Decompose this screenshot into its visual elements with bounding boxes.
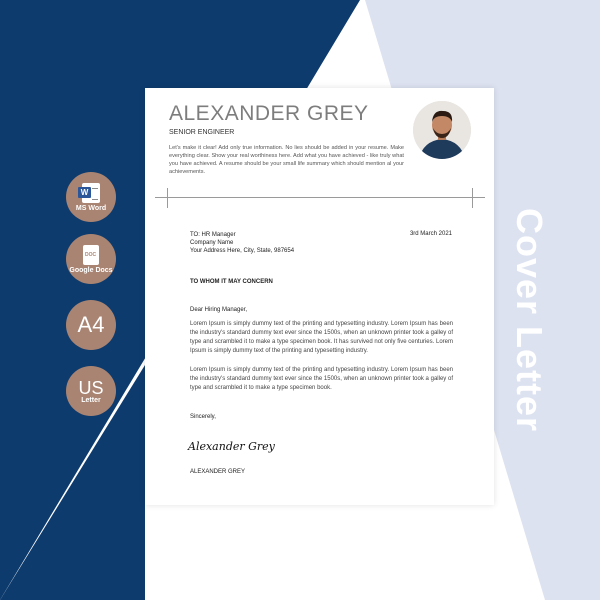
- resume-name: ALEXANDER GREY: [169, 102, 369, 125]
- google-docs-icon: DOC: [83, 245, 99, 265]
- ms-word-icon: W: [82, 183, 100, 203]
- ms-word-badge[interactable]: [66, 172, 116, 222]
- letter-paragraph-1: Lorem Ipsum is simply dummy text of the printing and typesetting industry. Lorem Ipsum has been the industry's standard dummy text ever since the 1500s, when an unknown printer took a galley of type and scrambled it to make a type specimen book. It has survived not only five centuries. Lorem Ipsum is simply dummy text of the printing and typesetting industry.: [190, 321, 453, 354]
- cover-letter-page: [145, 88, 494, 505]
- header-divider: [155, 197, 485, 198]
- letter-label: Letter: [81, 396, 101, 404]
- resume-role: SENIOR ENGINEER: [169, 129, 235, 136]
- company-name: Company Name: [190, 240, 234, 246]
- divider-tick-left: [167, 188, 168, 208]
- divider-tick-right: [472, 188, 473, 208]
- google-docs-badge[interactable]: [66, 234, 116, 284]
- letter-closing: Sincerely,: [190, 414, 216, 420]
- letter-date: 3rd March 2021: [409, 231, 452, 237]
- profile-photo: [413, 101, 471, 159]
- signature-name: ALEXANDER GREY: [190, 469, 246, 475]
- letter-greeting: Dear Hiring Manager,: [190, 307, 248, 313]
- us-label: US: [78, 377, 104, 398]
- ms-word-label: MS Word: [75, 204, 107, 212]
- us-letter-badge[interactable]: [66, 366, 116, 416]
- google-docs-label: Google Docs: [69, 266, 113, 274]
- recipient: TO: HR Manager: [190, 232, 236, 238]
- cover-letter-title: Cover Letter: [509, 207, 550, 433]
- recipient-block: [190, 231, 294, 255]
- address: Your Address Here, City, State, 987654: [190, 248, 295, 254]
- letter-subject: TO WHOM IT MAY CONCERN: [190, 279, 273, 285]
- a4-label: A4: [77, 312, 105, 337]
- letter-paragraph-2: Lorem Ipsum is simply dummy text of the printing and typesetting industry. Lorem Ipsum has been the industry's standard dummy text ever since the 1500s, when an unknown printer took a galley of type and scrambled it to make a type specimen book.: [190, 367, 453, 391]
- signature: Alexander Grey: [188, 440, 275, 453]
- resume-summary: Let's make it clear! Add only true information. No lies should be added in your resume. Make everything clear. Show your real worthiness here. Add what you have achieved - like truly what you have achieved. A resume should be your small life summary which should mention al your achievements.: [169, 145, 404, 175]
- a4-badge[interactable]: [66, 300, 116, 350]
